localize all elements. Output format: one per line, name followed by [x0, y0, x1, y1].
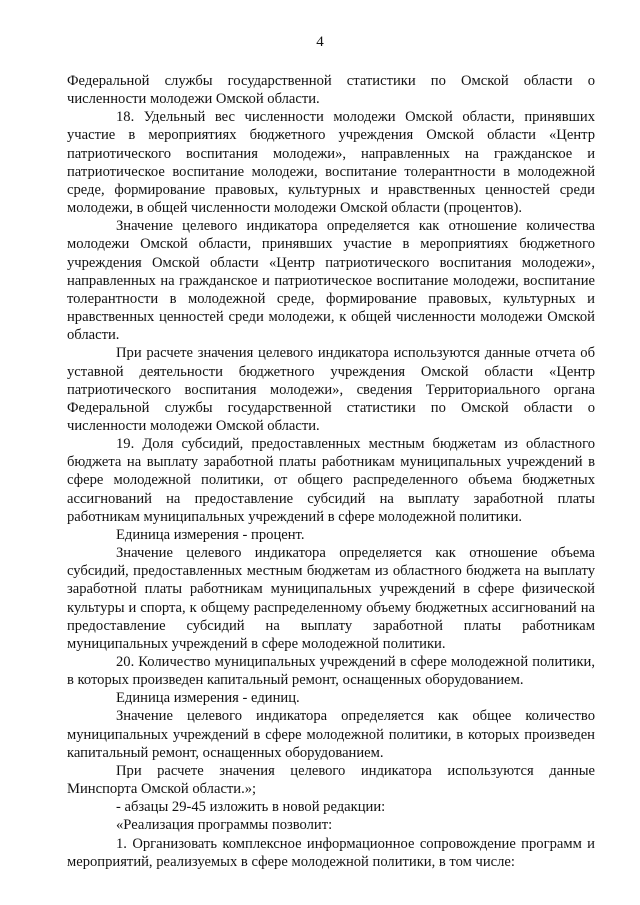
paragraph-item-20-calculation: Значение целевого индикатора определяется как общее количество муниципальных учреждений в сфере молодежной политики, в которых произведен капитальный ремонт, оснащенных оборудованием.	[67, 708, 595, 761]
page-number: 4	[316, 34, 324, 50]
paragraph-item-18-calculation: Значение целевого индикатора определяется как отношение количества молодежи Омской области, принявших участие в мероприятиях бюджетного учреждения Омской области «Центр патриотического воспитания молодежи», направленных на гражданское и патриотическое воспитание молодежи, воспитание толерантности в молодежной среде, формирование правовых, культурных и нравственных ценностей среди молодежи, к общей численности молодежи Омской области.	[67, 218, 595, 344]
paragraph-amendment-instruction: - абзацы 29-45 изложить в новой редакции:	[116, 799, 386, 816]
paragraph-item-20-data-source: При расчете значения целевого индикатора используются данные Минспорта Омской области.»;	[67, 762, 595, 798]
paragraph-item-19: 19. Доля субсидий, предоставленных местным бюджетам из областного бюджета на выплату заработной платы работникам муниципальных учреждений в сфере молодежной политики, от общего распределенного объема бюджетных ассигнований на предоставление субсидий на выплату заработной платы работникам муниципальных учреждений в сфере молодежной политики.	[67, 436, 595, 525]
paragraph-item-19-calculation: Значение целевого индикатора определяется как отношение объема субсидий, предоставленных местным бюджетам из областного бюджета на выплату заработной платы работникам муниципальных учреждений в сфере физической культуры и спорта, к общему распределенному объему бюджетных ассигнований на предоставление субсидий на выплату заработной платы работникам муниципальных учреждений в сфере молодежной политики.	[67, 545, 595, 652]
paragraph-item-18: 18. Удельный вес численности молодежи Омской области, принявших участие в мероприятиях бюджетного учреждения Омской области «Центр патриотического воспитания молодежи», направленных на гражданское и патриотическое воспитание молодежи, воспитание толерантности в молодежной среде, формирование правовых, культурных и нравственных ценностей среди молодежи, в общей численности молодежи Омской области (процентов).	[67, 109, 595, 217]
paragraph-program-results-intro: «Реализация программы позволит:	[116, 817, 333, 834]
paragraph-program-result-1: 1. Организовать комплексное информационное сопровождение программ и мероприятий, реализуемых в сфере молодежной политики, в том числе:	[67, 835, 595, 870]
paragraph-item-18-data-source: При расчете значения целевого индикатора используются данные отчета об уставной деятельности бюджетного учреждения Омской области «Центр патриотического воспитания молодежи», сведения Территориального органа Федеральной службы государственной статистики по Омской области о численности молодежи Омской области.	[67, 345, 595, 434]
paragraph-item-19-unit: Единица измерения - процент.	[116, 526, 305, 543]
document-body	[67, 72, 595, 871]
paragraph-continuation: Федеральной службы государственной статистики по Омской области о численности молодежи Омской области.	[67, 73, 595, 108]
paragraph-item-20: 20. Количество муниципальных учреждений в сфере молодежной политики, в которых произведен капитальный ремонт, оснащенных оборудованием.	[67, 654, 595, 689]
paragraph-item-20-unit: Единица измерения - единиц.	[116, 690, 300, 707]
